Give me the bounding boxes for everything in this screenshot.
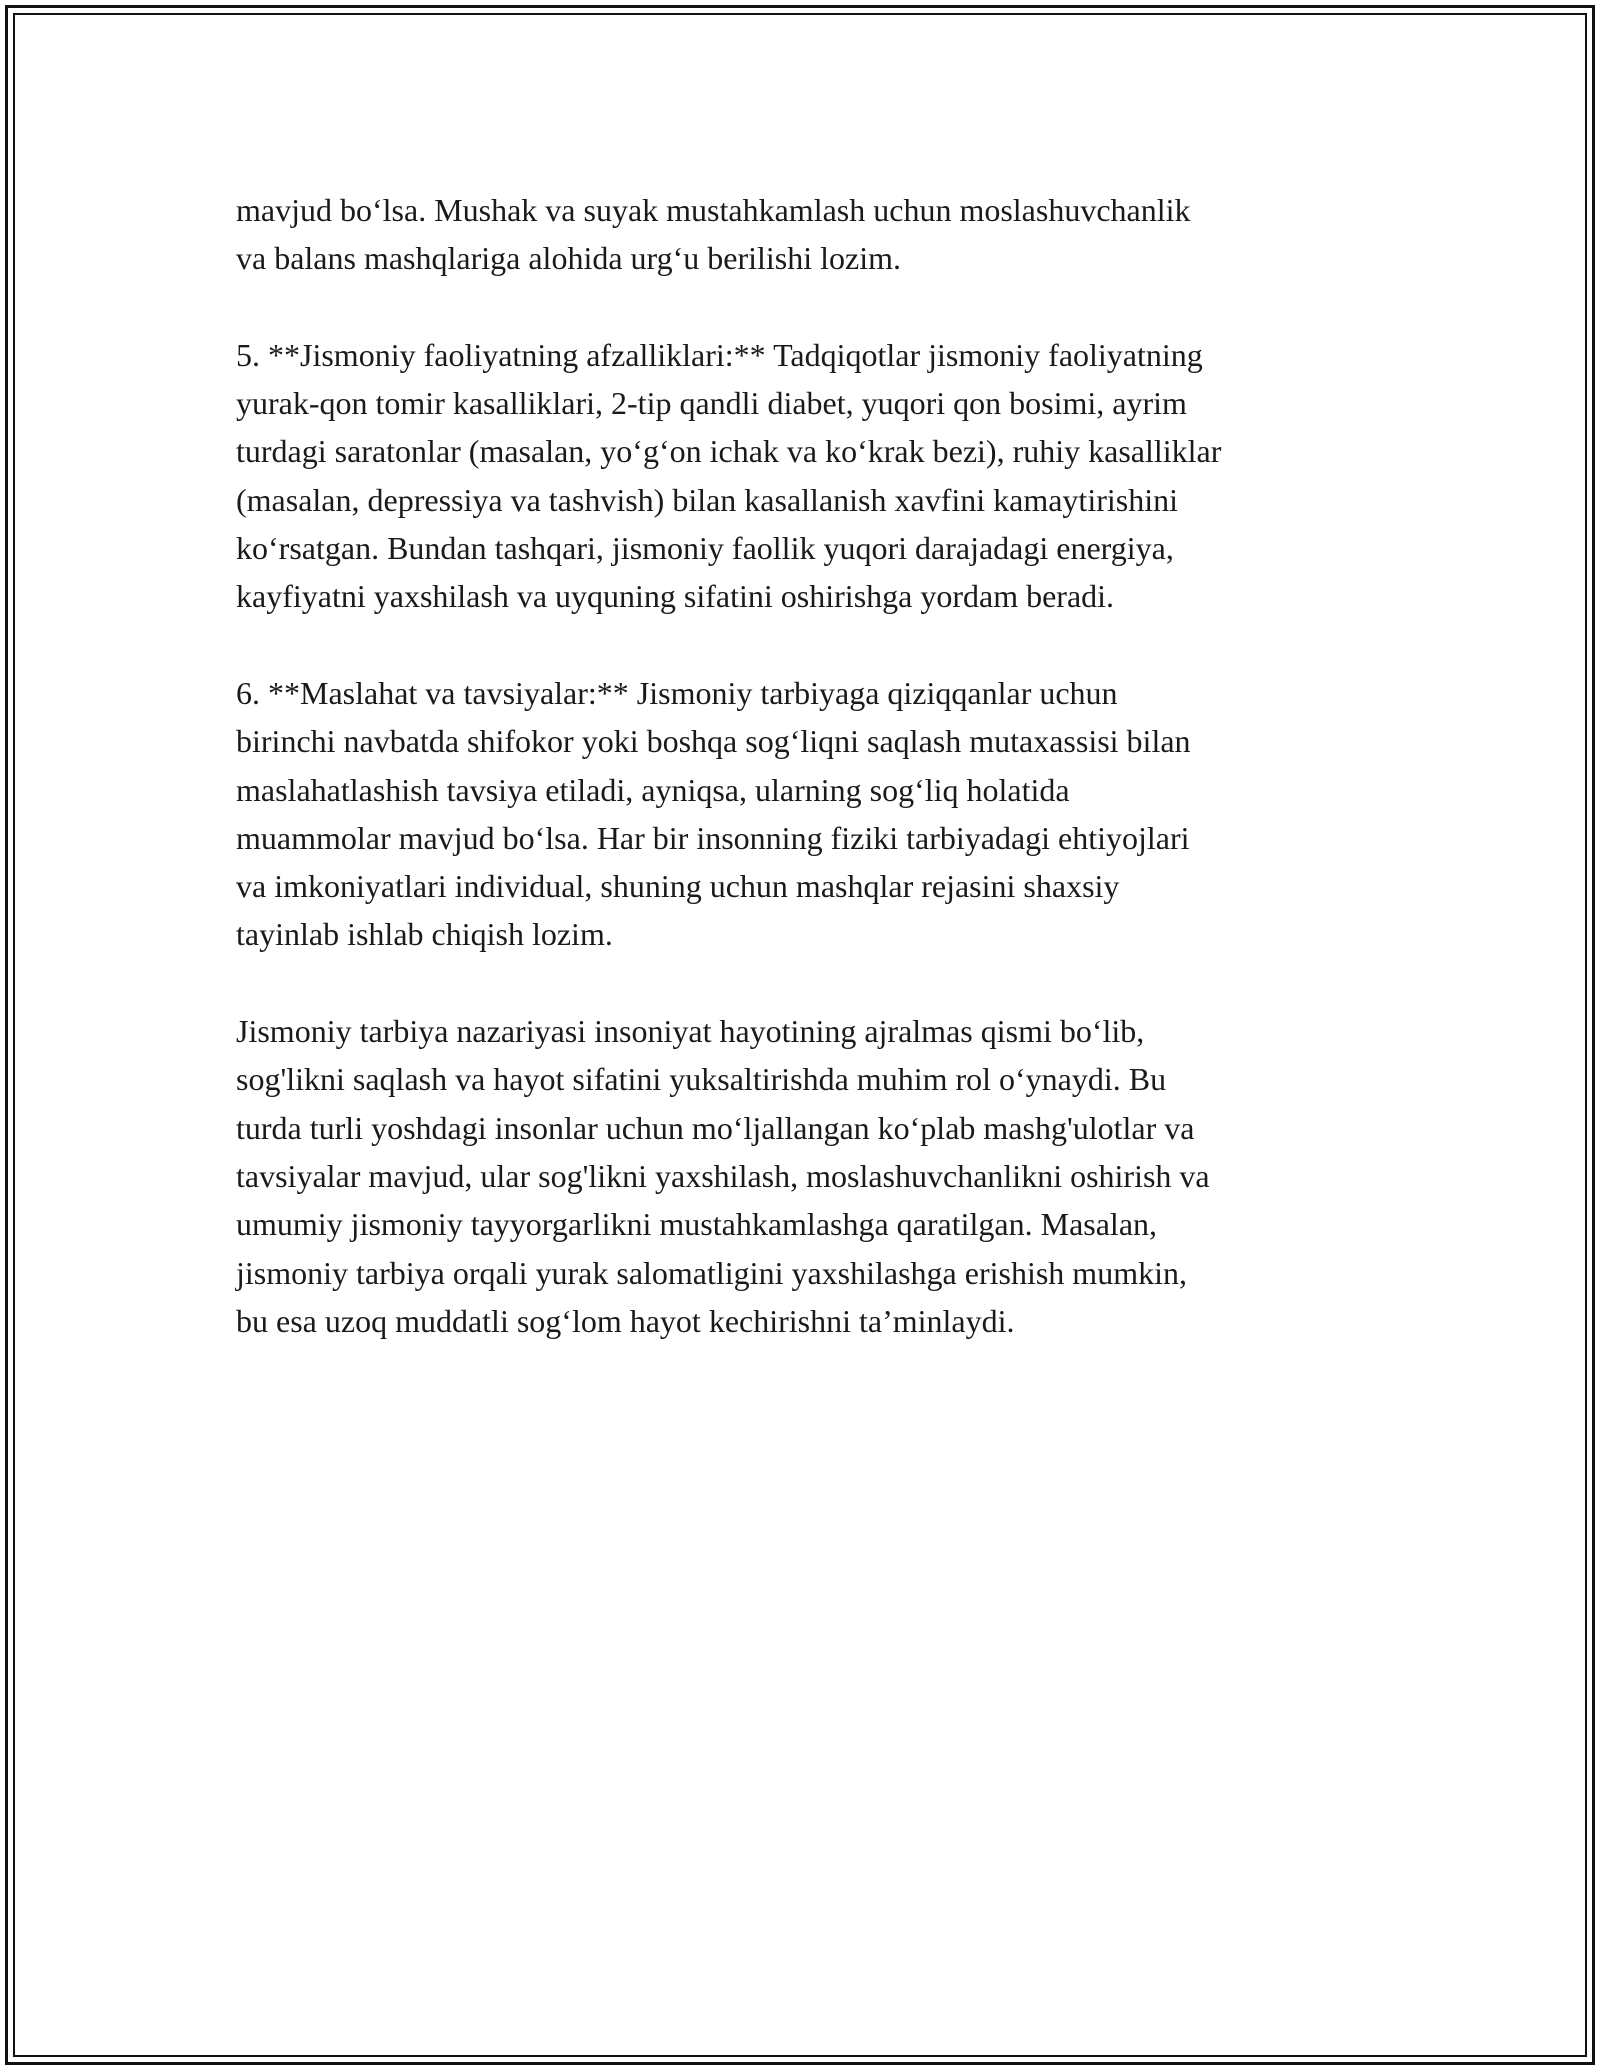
text-line: maslahatlashish tavsiya etiladi, ayniqsa, ularning sog‘liq holatida	[236, 771, 1070, 808]
text-line: birinchi navbatda shifokor yoki boshqa sog‘liqni saqlash mutaxassisi bilan	[236, 723, 1191, 760]
paragraph-conclusion	[236, 1007, 1386, 1345]
text-line: umumiy jismoniy tayyorgarlikni mustahkamlashga qaratilgan. Masalan,	[236, 1206, 1158, 1243]
text-line: mavjud bo‘lsa. Mushak va suyak mustahkamlash uchun moslashuvchanlik	[236, 192, 1191, 228]
document-body	[236, 186, 1386, 1393]
text-line: va imkoniyatlari individual, shuning uchun mashqlar rejasini shaxsiy	[236, 868, 1120, 905]
text-line: ko‘rsatgan. Bundan tashqari, jismoniy faollik yuqori darajadagi energiya,	[236, 530, 1174, 567]
text-line: muammolar mavjud bo‘lsa. Har bir insonning fiziki tarbiyadagi ehtiyojlari	[236, 819, 1190, 856]
text-line: Jismoniy tarbiya nazariyasi insoniyat hayotining ajralmas qismi bo‘lib,	[236, 1013, 1145, 1050]
text-line: 6. **Maslahat va tavsiyalar:** Jismoniy tarbiyaga qiziqqanlar uchun	[236, 674, 1118, 711]
text-line: turdagi saratonlar (masalan, yo‘g‘on ichak va ko‘krak bezi), ruhiy kasalliklar	[236, 433, 1222, 470]
text-line: turda turli yoshdagi insonlar uchun mo‘ljallangan ko‘plab mashg'ulotlar va	[236, 1109, 1195, 1146]
paragraph-benefits	[236, 331, 1386, 621]
paragraph-continuation	[236, 186, 1386, 283]
text-line: 5. **Jismoniy faoliyatning afzalliklari:** Tadqiqotlar jismoniy faoliyatning	[236, 336, 1203, 373]
text-line: yurak-qon tomir kasalliklari, 2-tip qandli diabet, yuqori qon bosimi, ayrim	[236, 385, 1187, 422]
paragraph-advice	[236, 669, 1386, 959]
text-line: tavsiyalar mavjud, ular sog'likni yaxshilash, moslashuvchanlikni oshirish va	[236, 1157, 1210, 1194]
text-line: jismoniy tarbiya orqali yurak salomatligini yaxshilashga erishish mumkin,	[236, 1254, 1187, 1291]
text-line: va balans mashqlariga alohida urg‘u berilishi lozim.	[236, 240, 902, 277]
text-line: tayinlab ishlab chiqish lozim.	[236, 916, 613, 953]
text-line: kayfiyatni yaxshilash va uyquning sifatini oshirishga yordam beradi.	[236, 578, 1115, 615]
text-line: sog'likni saqlash va hayot sifatini yuksaltirishda muhim rol o‘ynaydi. Bu	[236, 1061, 1167, 1098]
text-line: bu esa uzoq muddatli sog‘lom hayot kechirishni ta’minlaydi.	[236, 1302, 1015, 1339]
text-line: (masalan, depressiya va tashvish) bilan kasallanish xavfini kamaytirishini	[236, 481, 1178, 518]
